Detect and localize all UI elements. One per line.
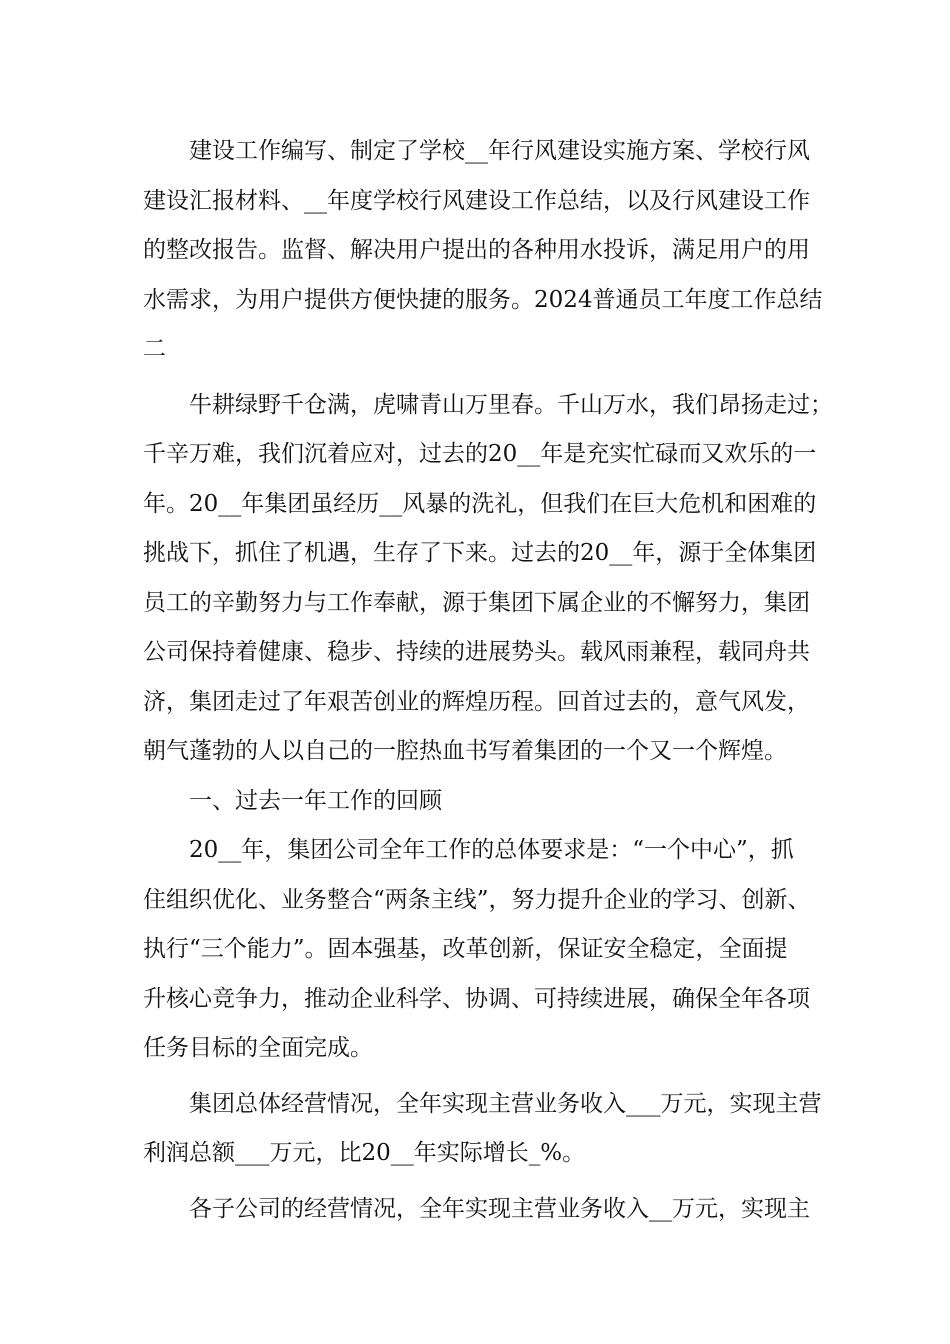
text-line: 牛耕绿野千仓满，虎啸青山万里春。千山万水，我们昂扬走过； [189,391,833,418]
text-line: 二 [143,336,166,362]
text-line: 集团总体经营情况，全年实现主营业务收入___万元，实现主营 [189,1090,822,1117]
text-line: 年。20__年集团虽经历__风暴的洗礼，但我们在巨大危机和困难的 [143,490,817,517]
text-line: 建设汇报材料、__年度学校行风建设工作总结，以及行风建设工作 [143,187,810,214]
text-line: 任务目标的全面完成。 [143,1035,373,1061]
text-line: 员工的辛勤努力与工作奉献，源于集团下属企业的不懈努力，集团 [143,589,810,616]
document-body [143,127,833,1234]
text-line: 利润总额___万元，比20__年实际增长_%。 [143,1140,586,1166]
text-line: 升核心竞争力，推动企业科学、协调、可持续进展，确保全年各项 [143,985,810,1012]
text-line: 朝气蓬勃的人以自己的一腔热血书写着集团的一个又一个辉煌。 [143,738,787,764]
text-line: 住组织优化、业务整合“两条主线”，努力提升企业的学习、创新、 [143,886,811,913]
paragraph-6 [143,1185,813,1235]
text-line: 建设工作编写、制定了学校__年行风建设实施方案、学校行风 [189,138,810,164]
paragraph-2 [143,381,833,777]
text-line: 20__年，集团公司全年工作的总体要求是：“一个中心”，抓 [189,837,794,863]
section-heading [143,777,813,827]
text-line: 的整改报告。监督、解决用户提出的各种用水投诉，满足用户的用 [143,237,810,263]
heading-text: 一、过去一年工作的回顾 [189,787,442,814]
paragraph-5 [143,1080,822,1179]
text-line: 执行“三个能力”。固本强基，改革创新，保证安全稳定，全面提 [143,936,788,962]
text-line: 济，集团走过了年艰苦创业的辉煌历程。回首过去的，意气风发， [143,688,810,715]
paragraph-1 [143,127,823,375]
text-line: 水需求，为用户提供方便快捷的服务。2024普通员工年度工作总结 [143,286,823,313]
text-line: 各子公司的经营情况，全年实现主营业务收入__万元，实现主 [189,1195,810,1222]
text-line: 千辛万难，我们沉着应对，过去的20__年是充实忙碌而又欢乐的一 [143,441,817,467]
text-line: 挑战下，抓住了机遇，生存了下来。过去的20__年，源于全体集团 [143,540,817,566]
text-line: 公司保持着健康、稳步、持续的进展势头。载风雨兼程，载同舟共 [143,639,810,665]
paragraph-4 [143,826,813,1074]
